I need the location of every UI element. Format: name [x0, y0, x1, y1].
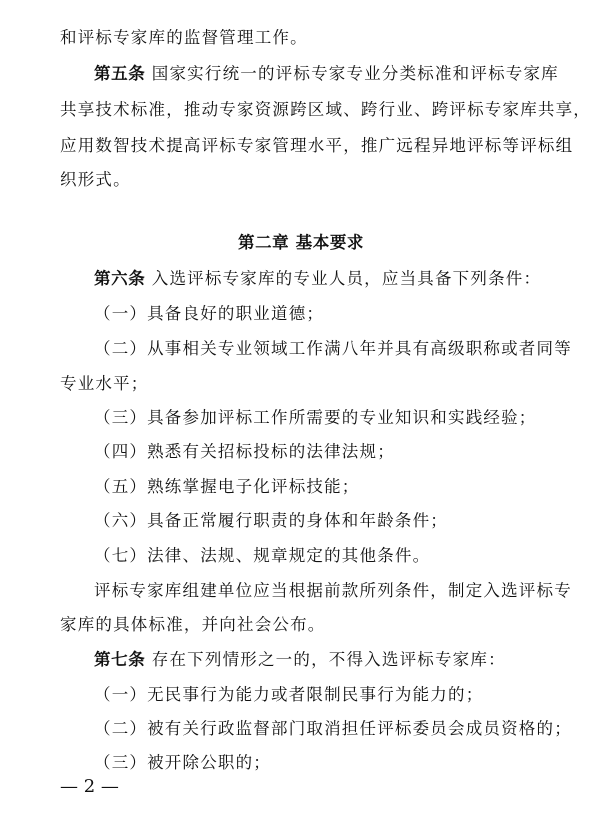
article-7-item: （二）被有关行政监督部门取消担任评标委员会成员资格的；: [94, 719, 572, 738]
article-6-item: （一）具备良好的职业道德；: [94, 304, 325, 323]
article-6-item-continuation: 专业水平；: [60, 374, 149, 393]
article-7-item: （一）无民事行为能力或者限制民事行为能力的；: [94, 685, 484, 704]
article-6-paragraph-line-1: 评标专家库组建单位应当根据前款所列条件，制定入选评标专: [94, 581, 572, 600]
article-6-item: （三）具备参加评标工作所需要的专业知识和实践经验；: [94, 408, 537, 427]
article-5-line-3: 应用数智技术提高评标专家管理水平，推广远程异地评标等评标组: [60, 136, 574, 155]
article-5-title: 第五条: [94, 64, 146, 83]
article-7-intro: 存在下列情形之一的，不得入选评标专家库：: [151, 650, 506, 669]
article-7-intro-line: [0, 649, 602, 671]
page-number: — 2 —: [60, 776, 119, 797]
article-5-line-1: [0, 63, 602, 85]
article-6-intro: 入选评标专家库的专业人员，应当具备下列条件：: [151, 269, 542, 288]
article-6-item: （七）法律、法规、规章规定的其他条件。: [94, 546, 431, 565]
article-7-title: 第七条: [94, 650, 146, 669]
article-6-item: （四）熟悉有关招标投标的法律法规；: [94, 442, 395, 461]
article-5-line-4: 织形式。: [60, 170, 131, 189]
chapter-heading: 第二章 基本要求: [237, 233, 365, 252]
article-6-item: （五）熟练掌握电子化评标技能；: [94, 477, 360, 496]
article-6-title: 第六条: [94, 269, 146, 288]
article-6-intro-line: [0, 268, 602, 290]
article-6-paragraph-line-2: 家库的具体标准，并向社会公布。: [60, 615, 326, 634]
article-5-line-2: 共享技术标准，推动专家资源跨区域、跨行业、跨评标专家库共享，: [60, 100, 591, 119]
paragraph-line: 和评标专家库的监督管理工作。: [60, 28, 308, 47]
article-6-item: （六）具备正常履行职责的身体和年龄条件；: [94, 511, 448, 530]
article-5-text: 国家实行统一的评标专家专业分类标准和评标专家库: [151, 64, 559, 83]
article-7-item: （三）被开除公职的；: [94, 753, 271, 772]
article-6-item: （二）从事相关专业领域工作满八年并具有高级职称或者同等: [94, 339, 572, 358]
